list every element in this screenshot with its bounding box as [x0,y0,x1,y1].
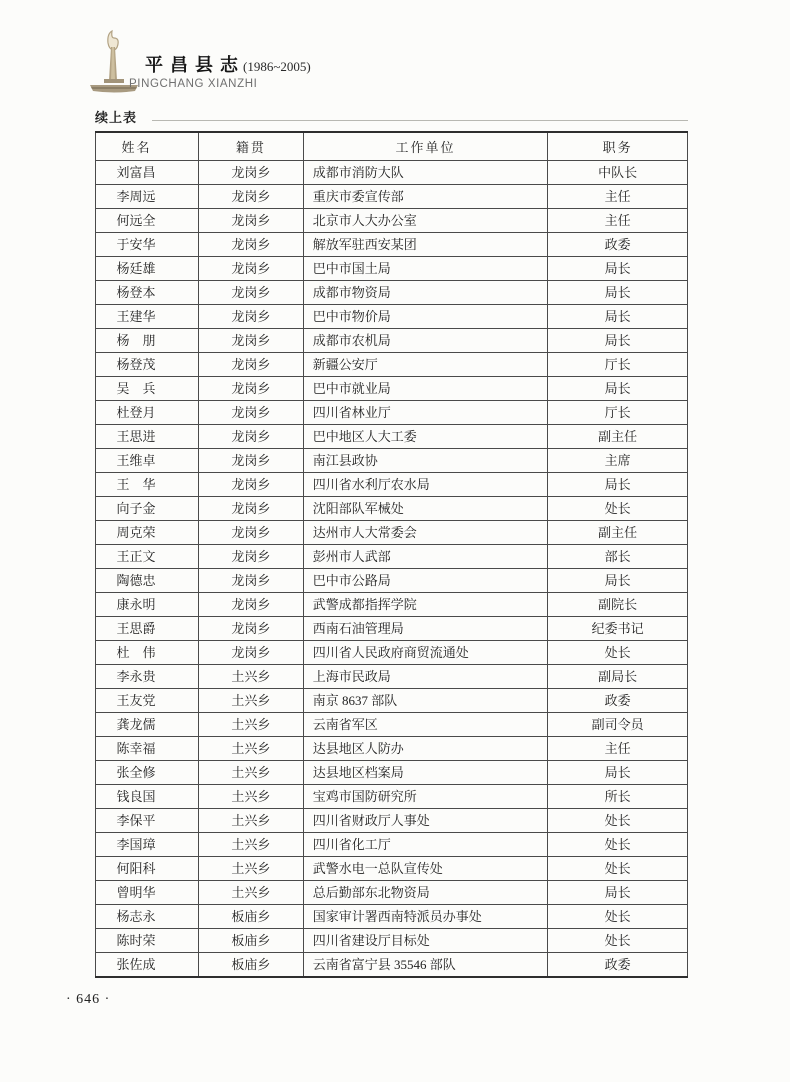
column-header-native-place: 籍贯 [199,132,304,161]
name-cell: 杨登茂 [96,353,199,377]
work-unit-cell: 达县地区档案局 [303,761,547,785]
page-number: · 646 · [66,992,111,1007]
position-cell: 局长 [548,761,688,785]
name-cell: 王 华 [96,473,199,497]
work-unit-cell: 解放军驻西安某团 [303,233,547,257]
name-cell: 杨志永 [96,905,199,929]
native-place-cell: 土兴乡 [199,785,304,809]
native-place-cell: 龙岗乡 [199,449,304,473]
position-cell: 主任 [548,737,688,761]
roster-table-header [96,132,688,161]
name-cell: 杨 朋 [96,329,199,353]
position-cell: 政委 [548,953,688,978]
work-unit-cell: 上海市民政局 [303,665,547,689]
native-place-cell: 龙岗乡 [199,185,304,209]
table-row [96,425,688,449]
table-row [96,449,688,473]
name-cell: 杜 伟 [96,641,199,665]
work-unit-cell: 云南省富宁县 35546 部队 [303,953,547,978]
table-row [96,737,688,761]
native-place-cell: 土兴乡 [199,665,304,689]
native-place-cell: 土兴乡 [199,809,304,833]
native-place-cell: 土兴乡 [199,881,304,905]
continued-table-note: 续上表 [95,110,138,125]
work-unit-cell: 南江县政协 [303,449,547,473]
position-cell: 副院长 [548,593,688,617]
name-cell: 钱良国 [96,785,199,809]
table-row [96,641,688,665]
position-cell: 处长 [548,497,688,521]
roster-table [95,131,688,978]
position-cell: 厅长 [548,353,688,377]
work-unit-cell: 云南省军区 [303,713,547,737]
name-cell: 刘富昌 [96,161,199,185]
native-place-cell: 土兴乡 [199,833,304,857]
work-unit-cell: 成都市农机局 [303,329,547,353]
native-place-cell: 龙岗乡 [199,617,304,641]
table-row [96,545,688,569]
table-row [96,329,688,353]
name-cell: 王维卓 [96,449,199,473]
position-cell: 处长 [548,905,688,929]
name-cell: 李保平 [96,809,199,833]
table-row [96,305,688,329]
position-cell: 所长 [548,785,688,809]
table-row [96,953,688,978]
position-cell: 局长 [548,569,688,593]
table-row [96,713,688,737]
position-cell: 处长 [548,929,688,953]
work-unit-cell: 宝鸡市国防研究所 [303,785,547,809]
work-unit-cell: 巴中市国土局 [303,257,547,281]
position-cell: 局长 [548,281,688,305]
native-place-cell: 龙岗乡 [199,353,304,377]
table-row [96,809,688,833]
position-cell: 主任 [548,209,688,233]
book-title-years: (1986~2005) [243,59,311,74]
work-unit-cell: 彭州市人武部 [303,545,547,569]
name-cell: 李周远 [96,185,199,209]
table-row [96,209,688,233]
position-cell: 处长 [548,809,688,833]
native-place-cell: 龙岗乡 [199,521,304,545]
table-row [96,353,688,377]
table-row [96,161,688,185]
header-row [96,132,688,161]
native-place-cell: 龙岗乡 [199,209,304,233]
table-row [96,233,688,257]
name-cell: 向子金 [96,497,199,521]
position-cell: 副主任 [548,425,688,449]
name-cell: 王友党 [96,689,199,713]
table-row [96,473,688,497]
name-cell: 陈时荣 [96,929,199,953]
roster-table-body [96,161,688,978]
work-unit-cell: 成都市物资局 [303,281,547,305]
native-place-cell: 龙岗乡 [199,401,304,425]
position-cell: 副主任 [548,521,688,545]
column-header-work-unit: 工作单位 [303,132,547,161]
work-unit-cell: 武警成都指挥学院 [303,593,547,617]
work-unit-cell: 总后勤部东北物资局 [303,881,547,905]
name-cell: 王正文 [96,545,199,569]
work-unit-cell: 北京市人大办公室 [303,209,547,233]
native-place-cell: 龙岗乡 [199,329,304,353]
work-unit-cell: 巴中市公路局 [303,569,547,593]
work-unit-cell: 成都市消防大队 [303,161,547,185]
table-row [96,401,688,425]
work-unit-cell: 沈阳部队军械处 [303,497,547,521]
work-unit-cell: 四川省化工厅 [303,833,547,857]
work-unit-cell: 四川省林业厅 [303,401,547,425]
name-cell: 陈幸福 [96,737,199,761]
name-cell: 于安华 [96,233,199,257]
name-cell: 康永明 [96,593,199,617]
work-unit-cell: 达州市人大常委会 [303,521,547,545]
name-cell: 吴 兵 [96,377,199,401]
position-cell: 主席 [548,449,688,473]
work-unit-cell: 巴中市就业局 [303,377,547,401]
note-rule-line [152,120,688,121]
work-unit-cell: 国家审计署西南特派员办事处 [303,905,547,929]
position-cell: 部长 [548,545,688,569]
table-row [96,761,688,785]
name-cell: 王思进 [96,425,199,449]
position-cell: 纪委书记 [548,617,688,641]
native-place-cell: 土兴乡 [199,857,304,881]
position-cell: 局长 [548,881,688,905]
table-row [96,785,688,809]
work-unit-cell: 重庆市委宣传部 [303,185,547,209]
name-cell: 李永贵 [96,665,199,689]
work-unit-cell: 新疆公安厅 [303,353,547,377]
table-row [96,665,688,689]
name-cell: 何阳科 [96,857,199,881]
position-cell: 处长 [548,857,688,881]
table-row [96,281,688,305]
name-cell: 杜登月 [96,401,199,425]
native-place-cell: 龙岗乡 [199,545,304,569]
table-row [96,593,688,617]
native-place-cell: 土兴乡 [199,689,304,713]
table-row [96,833,688,857]
native-place-cell: 龙岗乡 [199,569,304,593]
work-unit-cell: 巴中地区人大工委 [303,425,547,449]
table-row [96,905,688,929]
table-row [96,689,688,713]
native-place-cell: 龙岗乡 [199,233,304,257]
work-unit-cell: 武警水电一总队宣传处 [303,857,547,881]
position-cell: 厅长 [548,401,688,425]
position-cell: 中队长 [548,161,688,185]
work-unit-cell: 巴中市物价局 [303,305,547,329]
column-header-position: 职务 [548,132,688,161]
position-cell: 局长 [548,305,688,329]
native-place-cell: 土兴乡 [199,737,304,761]
native-place-cell: 龙岗乡 [199,425,304,449]
native-place-cell: 龙岗乡 [199,593,304,617]
native-place-cell: 板庙乡 [199,953,304,978]
native-place-cell: 龙岗乡 [199,305,304,329]
name-cell: 张全修 [96,761,199,785]
table-row [96,617,688,641]
work-unit-cell: 四川省人民政府商贸流通处 [303,641,547,665]
book-subtitle: PINGCHANG XIANZHI [129,78,258,90]
name-cell: 周克荣 [96,521,199,545]
position-cell: 处长 [548,833,688,857]
book-title [145,51,311,77]
table-row [96,881,688,905]
column-header-name: 姓名 [96,132,199,161]
table-row [96,569,688,593]
name-cell: 陶德忠 [96,569,199,593]
name-cell: 王建华 [96,305,199,329]
name-cell: 张佐成 [96,953,199,978]
native-place-cell: 龙岗乡 [199,497,304,521]
name-cell: 杨登本 [96,281,199,305]
position-cell: 局长 [548,329,688,353]
work-unit-cell: 四川省建设厅目标处 [303,929,547,953]
table-row [96,257,688,281]
table-row [96,521,688,545]
position-cell: 局长 [548,377,688,401]
native-place-cell: 龙岗乡 [199,473,304,497]
native-place-cell: 龙岗乡 [199,161,304,185]
native-place-cell: 龙岗乡 [199,281,304,305]
native-place-cell: 龙岗乡 [199,377,304,401]
position-cell: 政委 [548,233,688,257]
work-unit-cell: 四川省水利厅农水局 [303,473,547,497]
native-place-cell: 板庙乡 [199,905,304,929]
table-row [96,929,688,953]
native-place-cell: 龙岗乡 [199,641,304,665]
native-place-cell: 板庙乡 [199,929,304,953]
position-cell: 局长 [548,473,688,497]
position-cell: 副局长 [548,665,688,689]
name-cell: 王思爵 [96,617,199,641]
work-unit-cell: 西南石油管理局 [303,617,547,641]
position-cell: 处长 [548,641,688,665]
table-row [96,857,688,881]
work-unit-cell: 南京 8637 部队 [303,689,547,713]
position-cell: 政委 [548,689,688,713]
name-cell: 何远全 [96,209,199,233]
table-row [96,497,688,521]
work-unit-cell: 四川省财政厅人事处 [303,809,547,833]
table-row [96,377,688,401]
native-place-cell: 龙岗乡 [199,257,304,281]
position-cell: 局长 [548,257,688,281]
name-cell: 李国璋 [96,833,199,857]
name-cell: 杨廷雄 [96,257,199,281]
native-place-cell: 土兴乡 [199,713,304,737]
position-cell: 主任 [548,185,688,209]
name-cell: 龚龙儒 [96,713,199,737]
table-row [96,185,688,209]
work-unit-cell: 达县地区人防办 [303,737,547,761]
book-title-zh: 平昌县志 [145,55,245,75]
position-cell: 副司令员 [548,713,688,737]
name-cell: 曾明华 [96,881,199,905]
native-place-cell: 土兴乡 [199,761,304,785]
